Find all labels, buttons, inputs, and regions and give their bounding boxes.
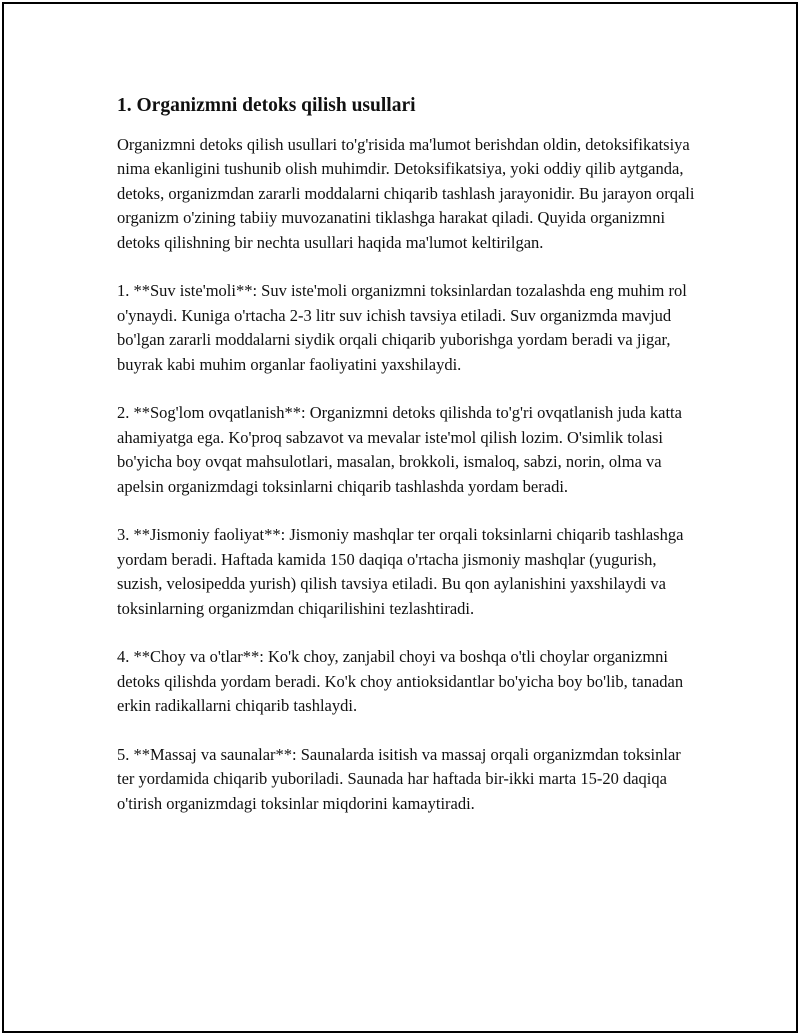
paragraph-physical-activity: 3. **Jismoniy faoliyat**: Jismoniy mashqlar ter orqali toksinlarni chiqarib tashlashga yordam beradi. Haftada kamida 150 daqiqa o'rtacha jismoniy mashqlar (yugurish, suzish, velosipedda yurish) qilish tavsiya etiladi. Bu qon aylanishini yaxshilaydi va toksinlarning organizmdan chiqarilishini tezlashtiradi.	[117, 525, 684, 618]
paragraph-water-intake: 1. **Suv iste'moli**: Suv iste'moli organizmni toksinlardan tozalashda eng muhim rol o'ynaydi. Kuniga o'rtacha 2-3 litr suv ichish tavsiya etiladi. Suv organizmda mavjud bo'lgan zararli moddalarni siydik orqali chiqarib yuborishga yordam beradi va jigar, buyrak kabi muhim organlar faoliyatini yaxshilaydi.	[117, 281, 687, 374]
paragraph-healthy-eating: 2. **Sog'lom ovqatlanish**: Organizmni detoks qilishda to'g'ri ovqatlanish juda katta ahamiyatga ega. Ko'proq sabzavot va mevalar iste'mol qilish lozim. O'simlik tolasi bo'yicha boy ovqat mahsulotlari, masalan, brokkoli, ismaloq, sabzi, norin, olma va apelsin organizmdagi toksinlarni chiqarib tashlashda yordam beradi.	[117, 403, 682, 496]
document-title: 1. Organizmni detoks qilish usullari	[117, 95, 416, 116]
paragraph-massage-and-sauna: 5. **Massaj va saunalar**: Saunalarda isitish va massaj orqali organizmdan toksinlar ter yordamida chiqarib yuboriladi. Saunada har haftada bir-ikki marta 15-20 daqiqa o'tirish organizmdagi toksinlar miqdorini kamaytiradi.	[117, 745, 681, 813]
intro-paragraph: Organizmni detoks qilish usullari to'g'risida ma'lumot berishdan oldin, detoksifikatsiya nima ekanligini tushunib olish muhimdir. Detoksifikatsiya, yoki oddiy qilib aytganda, detoks, organizmdan zararli moddalarni chiqarib tashlash jarayonidir. Bu jarayon orqali organizm o'zining tabiiy muvozanatini tiklashga harakat qiladi. Quyida organizmni detoks qilishning bir nechta usullari haqida ma'lumot keltirilgan.	[117, 135, 695, 252]
document-body	[117, 93, 697, 841]
paragraph-tea-and-herbs: 4. **Choy va o'tlar**: Ko'k choy, zanjabil choyi va boshqa o'tli choylar organizmni detoks qilishda yordam beradi. Ko'k choy antioksidantlar bo'yicha boy bo'lib, tanadan erkin radikallarni chiqarib tashlaydi.	[117, 647, 684, 716]
